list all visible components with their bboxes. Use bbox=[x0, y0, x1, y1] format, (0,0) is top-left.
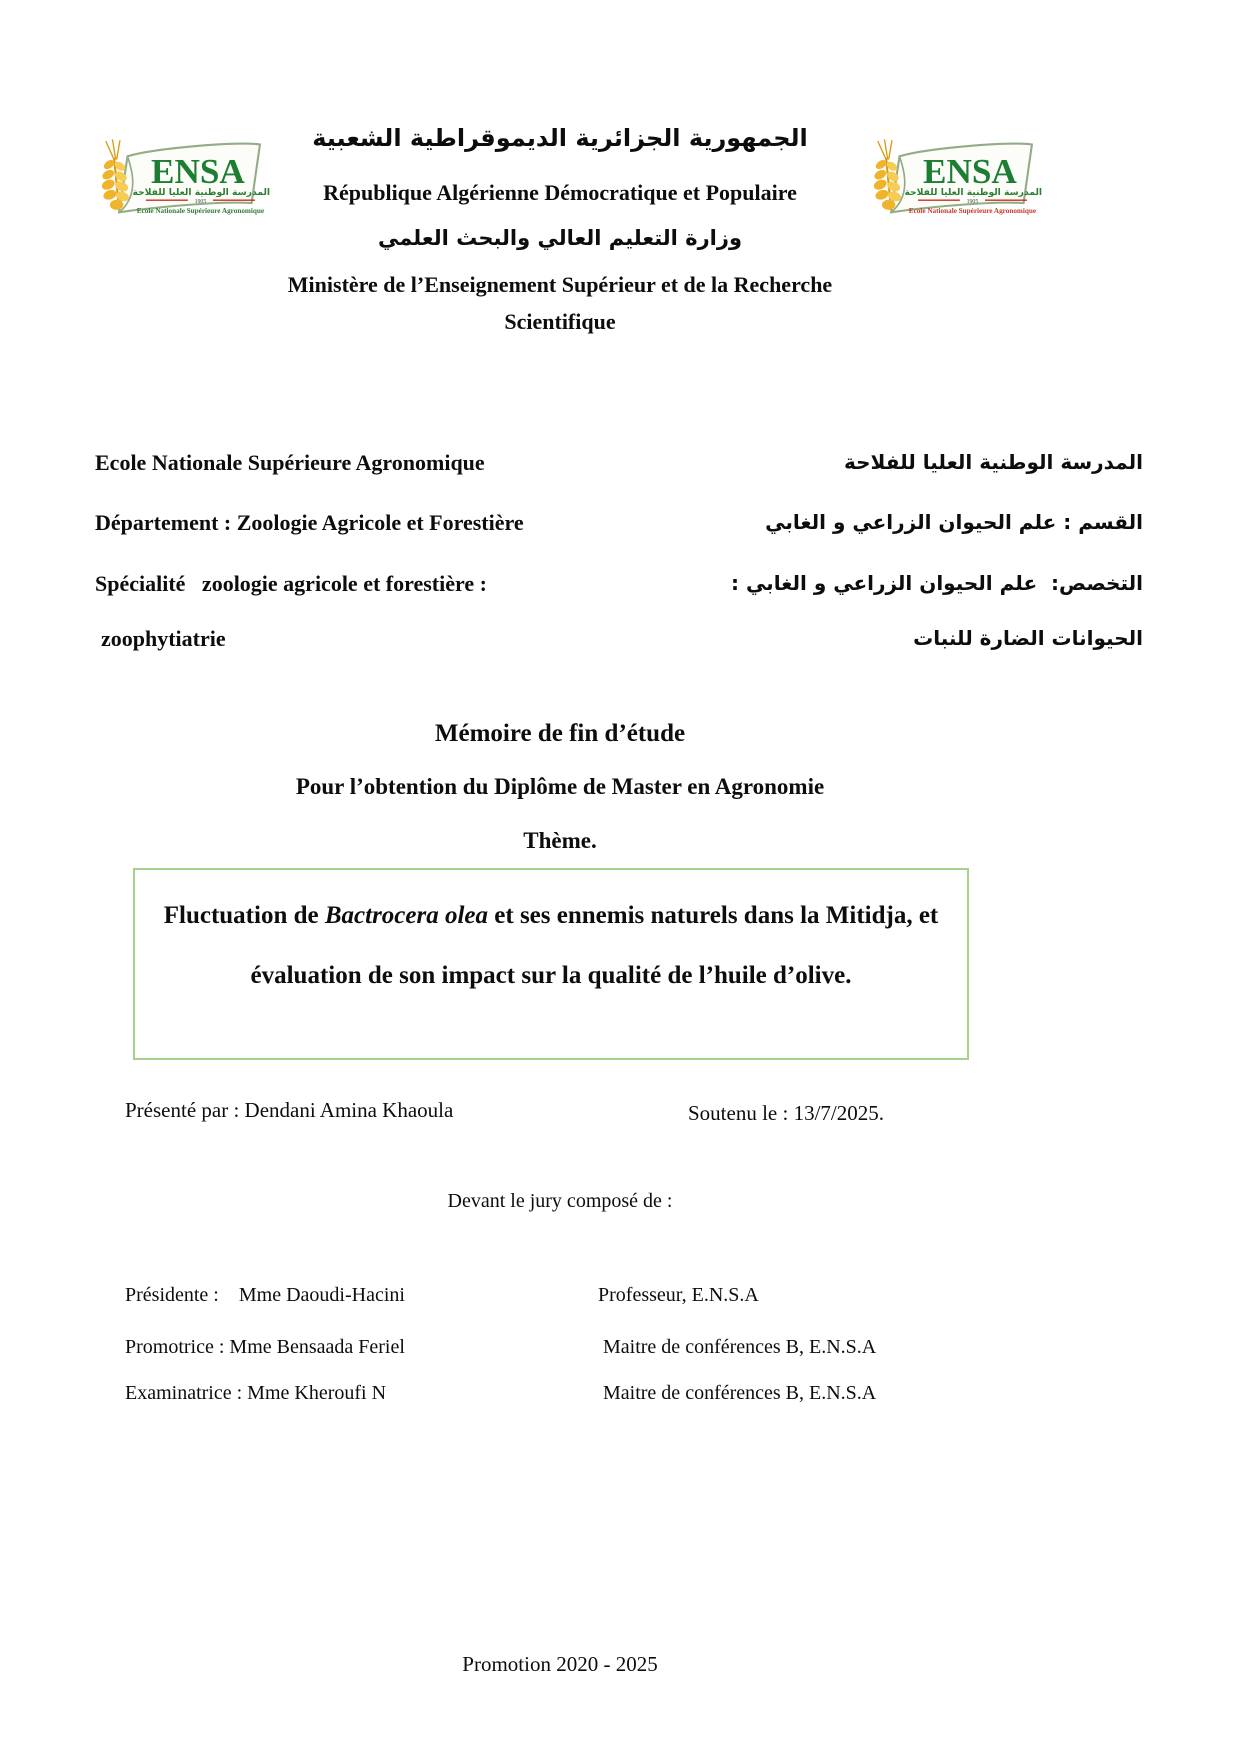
french-ministry-line bbox=[140, 266, 980, 340]
jury-row-promotrice bbox=[125, 1336, 1145, 1364]
jury-row-president bbox=[125, 1284, 1145, 1312]
memoire-title: Mémoire de fin d’étude bbox=[434, 720, 686, 747]
arabic-ministry-line: وزارة التعليم العالي والبحث العلمي bbox=[377, 226, 743, 250]
institution-fr-zoophytiatrie: zoophytiatrie bbox=[101, 626, 226, 651]
french-ministry-line-1: Ministère de l’Enseignement Supérieur et de la Recherche bbox=[287, 272, 833, 297]
institution-ar-speciality: التخصص: علم الحيوان الزراعي و الغابي : bbox=[730, 571, 1143, 595]
institution-row bbox=[95, 450, 1143, 480]
ensa-arabic-name: المدرسة الوطنية العليا للفلاحة bbox=[132, 186, 270, 198]
institution-row bbox=[95, 510, 1143, 540]
french-republic-line: République Algérienne Démocratique et Populaire bbox=[323, 180, 797, 205]
institution-row bbox=[95, 571, 1143, 601]
ensa-year: 1905 bbox=[966, 199, 979, 206]
arabic-republic-line: الجمهورية الجزائرية الديموقراطية الشعبية bbox=[312, 124, 808, 152]
ensa-acronym: ENSA bbox=[150, 152, 245, 192]
ensa-year: 1905 bbox=[194, 199, 207, 206]
institution-row bbox=[95, 626, 1143, 656]
thesis-title-part1: Fluctuation de bbox=[163, 902, 325, 929]
jury-member-grade: Professeur, E.N.S.A bbox=[598, 1284, 759, 1306]
promotion-years: Promotion 2020 - 2025 bbox=[462, 1652, 658, 1676]
institution-fr-department: Département : Zoologie Agricole et Forestière bbox=[95, 510, 524, 535]
theme-label: Thème. bbox=[523, 828, 597, 853]
institution-ar-department: القسم : علم الحيوان الزراعي و الغابي bbox=[765, 510, 1143, 534]
memoire-subtitle: Pour l’obtention du Diplôme de Master en Agronomie bbox=[295, 774, 825, 799]
thesis-title-part2: et ses ennemis naturels dans la Mitidja, et évaluation de son impact sur la qualité de l’huile d’olive. bbox=[250, 902, 945, 989]
jury-member-name: Examinatrice : Mme Kheroufi N bbox=[125, 1382, 387, 1404]
ensa-full-name: Ecole Nationale Supérieure Agronomique bbox=[136, 207, 265, 216]
french-ministry-line-2: Scientifique bbox=[504, 309, 616, 334]
institution-fr-speciality: Spécialité zoologie agricole et forestière : bbox=[95, 571, 487, 596]
jury-member-name: Présidente : Mme Daoudi-Hacini bbox=[125, 1284, 405, 1306]
institution-ar-school: المدرسة الوطنية العليا للفلاحة bbox=[843, 450, 1143, 474]
ensa-full-name: Ecole Nationale Supérieure Agronomique bbox=[908, 207, 1037, 216]
ensa-arabic-name: المدرسة الوطنية العليا للفلاحة bbox=[904, 186, 1042, 198]
jury-heading: Devant le jury composé de : bbox=[447, 1190, 673, 1212]
jury-member-grade: Maitre de conférences B, E.N.S.A bbox=[598, 1382, 877, 1404]
jury-row-examinatrice bbox=[125, 1382, 1145, 1410]
thesis-title-species: Bactrocera olea bbox=[324, 902, 489, 929]
thesis-title-box bbox=[133, 868, 969, 1060]
jury-member-name: Promotrice : Mme Bensaada Feriel bbox=[125, 1336, 405, 1358]
ensa-acronym: ENSA bbox=[922, 152, 1017, 192]
jury-member-grade: Maitre de conférences B, E.N.S.A bbox=[598, 1336, 877, 1358]
presented-by: Présenté par : Dendani Amina Khaoula bbox=[125, 1098, 454, 1122]
institution-ar-pests: الحيوانات الضارة للنبات bbox=[913, 626, 1143, 650]
defended-on: Soutenu le : 13/7/2025. bbox=[688, 1101, 884, 1125]
institution-fr-school: Ecole Nationale Supérieure Agronomique bbox=[95, 450, 485, 475]
